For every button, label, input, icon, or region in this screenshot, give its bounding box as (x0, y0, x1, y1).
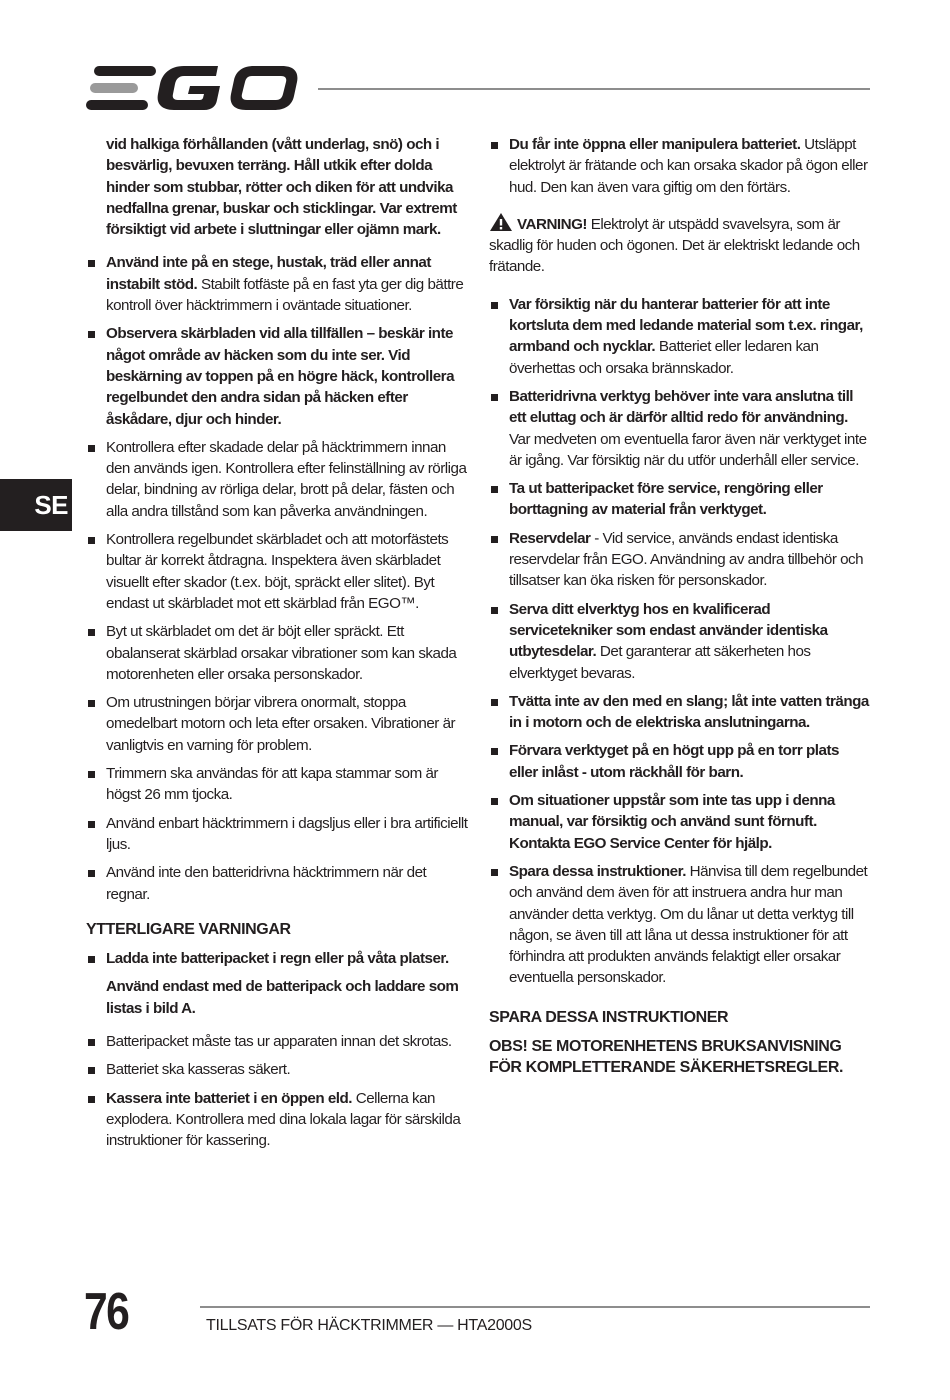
list-item: Kontrollera efter skadade delar på häcktrimmern innan den används igen. Kontrollera efter felinställning av rörliga delar, bindning av rörliga delar, brott på delar, fästen och alla andra tillstånd som kan påverka användningen. (86, 437, 470, 522)
list-item: Ta ut batteripacket före service, rengöring eller borttagning av material från verktyget. (489, 478, 869, 521)
left-bullet-list (86, 252, 470, 904)
footer-rule (200, 1306, 870, 1308)
list-item: Batteridrivna verktyg behöver inte vara anslutna till ett eluttag och är därför alltid redo för användning. Var medveten om eventuella faror även när verktyget inte är igång. Var försiktig när du utför underhåll eller service. (489, 386, 869, 471)
save-heading: SPARA DESSA INSTRUKTIONER (489, 1008, 729, 1026)
disposal-bullet-list (86, 1031, 470, 1151)
list-item: Använd inte på en stege, hustak, träd eller annat instabilt stöd. Stabilt fotfäste på en fast yta ger dig bättre kontroll över häcktrimmern i oväntade situationer. (86, 252, 470, 316)
list-item: Du får inte öppna eller manipulera batteriet. Utsläppt elektrolyt är frätande och kan orsaka skador på ögon eller hud. Den kan även vara giftig om den förtärs. (489, 134, 869, 198)
list-item: Kontrollera regelbundet skärbladet och att motorfästets bultar är korrekt åtdragna. Inspektera även skärbladet visuellt efter skador (t.ex. böjt, spräckt eller slitet). Byt endast ut skärbladet mot ett skärblad från EGO™. (86, 529, 470, 614)
right-top-list (489, 134, 869, 198)
page-number: 76 (84, 1283, 129, 1341)
list-item: Trimmern ska användas för att kapa stammar som är högst 26 mm tjocka. (86, 763, 470, 806)
right-column (489, 134, 869, 1087)
obs-heading: OBS! SE MOTORENHETENS BRUKSANVISNING FÖR KOMPLETTERANDE SÄKERHETSREGLER. (489, 1037, 844, 1077)
language-tab: SE (0, 479, 72, 531)
list-item: Kassera inte batteriet i en öppen eld. Cellerna kan explodera. Kontrollera med dina lokala lagar för särskilda instruktioner för kassering. (86, 1088, 470, 1152)
list-item: Batteriet ska kasseras säkert. (86, 1059, 470, 1080)
battery-note: Använd endast med de batteripack och laddare som listas i bild A. (106, 978, 459, 1017)
list-item: Batteripacket måste tas ur apparaten innan det skrotas. (86, 1031, 470, 1052)
list-item: Om utrustningen börjar vibrera onormalt, stoppa omedelbart motorn och leta efter orsaken. Vibrationer är vanligtvis en varning för problem. (86, 692, 470, 756)
list-item: Tvätta inte av den med en slang; låt inte vatten tränga in i motorn och de elektriska anslutningarna. (489, 691, 869, 734)
footer-title: TILLSATS FÖR HÄCKTRIMMER — HTA2000S (206, 1317, 532, 1334)
list-item: Reservdelar - Vid service, används endast identiska reservdelar från EGO. Användning av andra tillbehör och tillsatser kan öka risken för personskador. (489, 528, 869, 592)
list-item: Ladda inte batteripacket i regn eller på våta platser. (86, 948, 470, 969)
list-item: Använd enbart häcktrimmern i dagsljus eller i bra artificiellt ljus. (86, 813, 470, 856)
list-item: Observera skärbladen vid alla tillfällen – beskär inte något område av häcken som du inte ser. Vid beskärning av toppen på en högre häck, kontrollera regelbundet den andra sidan på häcken efter åskådare, djur och hinder. (86, 323, 470, 429)
list-item: Serva ditt elverktyg hos en kvalificerad servicetekniker som endast använder identiska utbytesdelar. Det garanterar att säkerheten hos elverktyget bevaras. (489, 599, 869, 684)
list-item: Om situationer uppstår som inte tas upp i denna manual, var försiktig och använd sunt förnuft. Kontakta EGO Service Center för hjälp. (489, 790, 869, 854)
warning-triangle-icon (489, 212, 513, 232)
list-item: Förvara verktyget på en högt upp på en torr plats eller inlåst - utom räckhåll för barn. (489, 740, 869, 783)
battery-bullet-list (86, 948, 470, 969)
warning-text: Elektrolyt är utspädd svavelsyra, som är skadlig för huden och ögonen. Det är elektriskt ledande och frätande. (489, 215, 860, 276)
list-item: Använd inte den batteridrivna häcktrimmern när det regnar. (86, 862, 470, 905)
left-column (86, 134, 470, 1158)
warning-paragraph (489, 212, 869, 278)
list-item: Byt ut skärbladet om det är böjt eller spräckt. Ett obalanserat skärblad orsakar vibrationer som kan skada motorenheten eller orsaka personskador. (86, 621, 470, 685)
section-heading: YTTERLIGARE VARNINGAR (86, 920, 291, 938)
header-rule (318, 88, 870, 90)
ego-logo (86, 62, 298, 114)
intro-paragraph: vid halkiga förhållanden (vått underlag, snö) och i besvärlig, bevuxen terräng. Håll utkik efter dolda hinder som stubbar, rötter och diken för att undvika nedfallna grenar, buskar och sticklingar. Var extremt försiktigt vid arbete i sluttningar eller ojämn mark. (106, 136, 457, 239)
list-item: Var försiktig när du hanterar batterier för att inte kortsluta dem med ledande material som t.ex. ringar, armband och nycklar. Batteriet eller ledaren kan överhettas och orsaka brännskador. (489, 294, 869, 379)
right-bullet-list (489, 294, 869, 989)
list-item: Spara dessa instruktioner. Hänvisa till dem regelbundet och använd dem även för att instruera andra hur man använder detta verktyg. Om du lånar ut detta verktyg till någon, se även till att låna ut dessa instruktioner för att förhindra att produkten används felaktigt eller orsakar eventuella personskador. (489, 861, 869, 989)
warning-label: VARNING! (517, 215, 587, 233)
